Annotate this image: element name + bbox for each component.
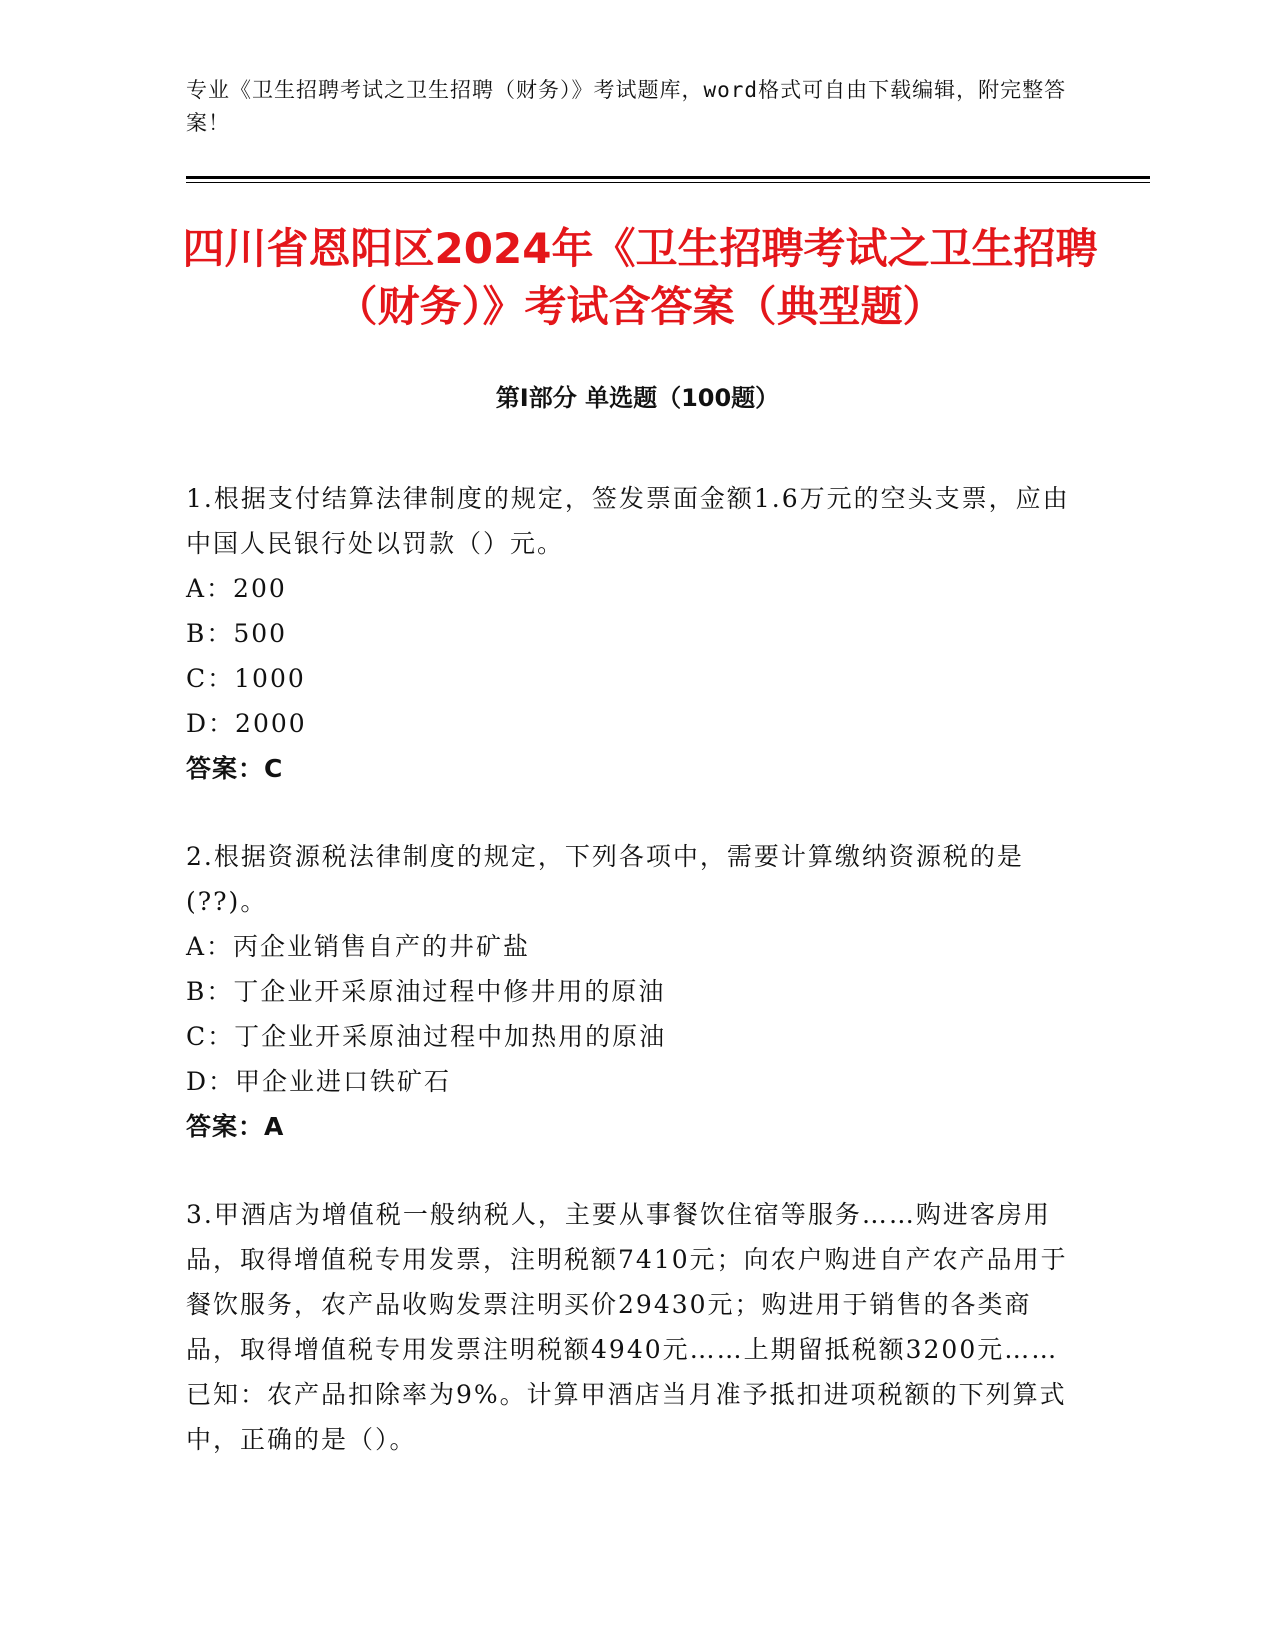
header-note: 专业《卫生招聘考试之卫生招聘（财务）》考试题库，word格式可自由下载编辑，附完整答案！ [186,78,1067,135]
question-1 [186,476,1076,791]
question-2 [186,834,1076,1149]
option-b: B：500 [186,619,288,648]
option-a: A：丙企业销售自产的井矿盐 [186,932,531,961]
question-3 [186,1192,1076,1462]
header-divider-thin [186,182,1150,183]
option-c: C：丁企业开采原油过程中加热用的原油 [186,1022,667,1051]
section-heading: 第Ⅰ部分 单选题（100题） [495,384,780,412]
answer: 答案：A [186,1112,285,1141]
question-stem: 3.甲酒店为增值税一般纳税人，主要从事餐饮住宿等服务……购进客房用品，取得增值税专用发票，注明税额7410元；向农户购进自产农产品用于餐饮服务，农产品收购发票注明买价29430元；购进用于销售的各类商品，取得增值税专用发票注明税额4940元……上期留抵税额3200元……已知：农产品扣除率为9%。计算甲酒店当月准予抵扣进项税额的下列算式中，正确的是（）。 [186,1200,1068,1454]
header-divider [186,176,1150,179]
option-d: D：甲企业进口铁矿石 [186,1067,452,1096]
answer: 答案：C [186,754,284,783]
question-list [186,476,1076,1505]
option-a: A：200 [186,574,287,603]
document-title: 四川省恩阳区2024年《卫生招聘考试之卫生招聘（财务）》考试含答案（典型题） [182,224,1098,331]
option-d: D：2000 [186,709,307,738]
option-b: B：丁企业开采原油过程中修井用的原油 [186,977,666,1006]
question-stem: 1.根据支付结算法律制度的规定，签发票面金额1.6万元的空头支票，应由中国人民银行处以罚款（）元。 [186,484,1070,558]
question-stem: 2.根据资源税法律制度的规定，下列各项中，需要计算缴纳资源税的是(??)。 [186,842,1024,916]
option-c: C：1000 [186,664,306,693]
